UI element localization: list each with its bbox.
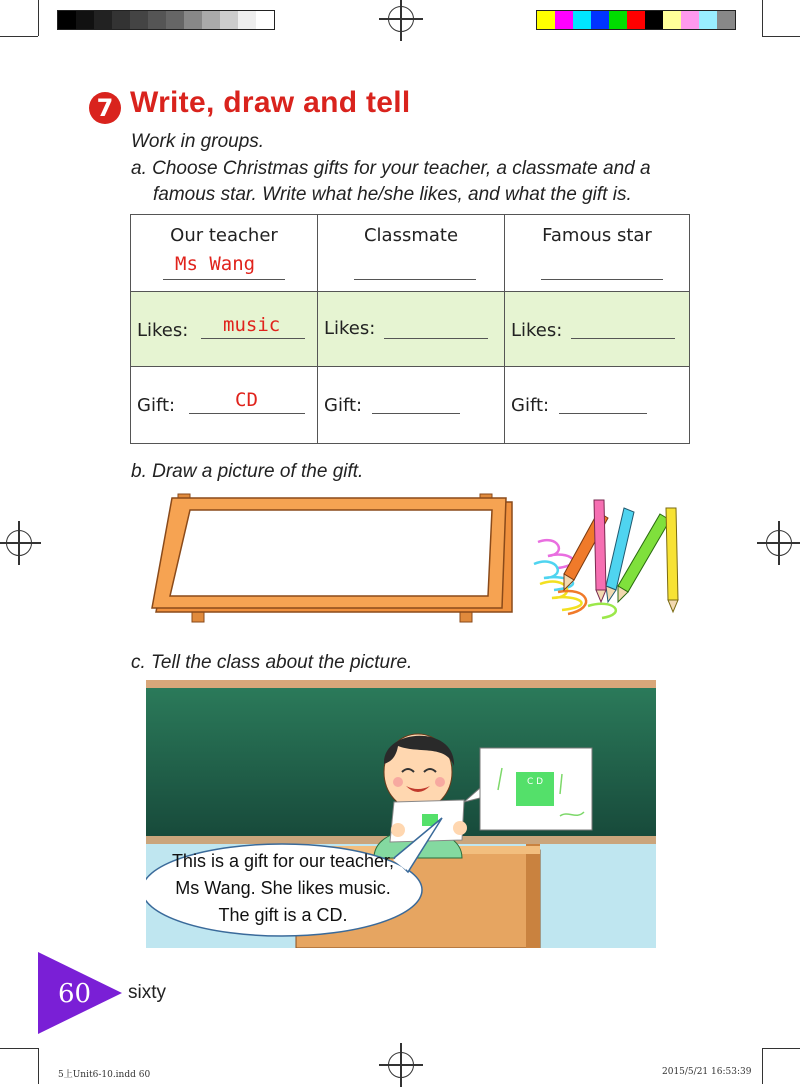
registration-mark-icon [388,1052,414,1078]
header-cell-star [505,215,690,292]
likes-answer: music [223,314,281,336]
bubble-line: The gift is a CD. [218,905,348,925]
gift-answer: CD [235,389,258,411]
part-c-text: c. Tell the class about the picture. [131,652,413,673]
part-a-line2: famous star. Write what he/she likes, and what the gift is. [153,184,632,205]
page-word: sixty [128,982,166,1003]
gift-label: Gift: [137,395,176,416]
crop-mark [38,1048,39,1084]
gift-table [130,214,690,444]
gift-label: Gift: [511,395,550,416]
crop-mark [762,1048,800,1049]
part-a-line1: a. Choose Christmas gifts for your teacher, a classmate and a [131,158,651,179]
grayscale-color-bar [57,10,275,30]
gift-cell-star [505,367,690,444]
posted-drawing [480,748,592,830]
crop-mark [762,1048,763,1084]
gift-cell-teacher [131,367,318,444]
page-number: 60 [58,979,92,1009]
gift-blank[interactable] [372,413,460,414]
registration-mark-icon [388,6,414,32]
column-header: Our teacher [170,225,278,246]
likes-blank [201,338,305,339]
bubble-line: This is a gift for our teacher, [171,851,395,871]
speech-bubble-text [148,848,418,929]
likes-cell-classmate [318,292,505,367]
gift-blank [189,413,305,414]
crop-mark [0,1048,38,1049]
crop-mark [762,0,763,36]
exercise-number-badge: 7 [89,92,121,124]
likes-cell-teacher [131,292,318,367]
likes-cell-star [505,292,690,367]
paper-cd-label: C D [526,777,544,787]
blank-frame-icon[interactable] [150,490,520,630]
crop-mark [0,36,38,37]
bubble-line: Ms Wang. She likes music. [175,878,391,898]
name-blank [163,279,285,280]
name-blank[interactable] [354,279,476,280]
header-cell-teacher [131,215,318,292]
registration-mark-icon [766,530,792,556]
likes-label: Likes: [511,320,563,341]
gift-blank[interactable] [559,413,647,414]
intro-text: Work in groups. [131,131,265,152]
cmyk-color-bar [536,10,736,30]
slug-right: 2015/5/21 16:53:39 [662,1067,752,1077]
teacher-name-answer: Ms Wang [175,253,256,275]
crop-mark [38,0,39,36]
registration-mark-icon [6,530,32,556]
header-cell-classmate [318,215,505,292]
gift-cell-classmate [318,367,505,444]
likes-blank[interactable] [571,338,675,339]
column-header: Famous star [542,225,652,246]
column-header: Classmate [363,225,459,246]
colored-pencils-icon [528,494,688,624]
likes-label: Likes: [137,320,189,341]
exercise-title: Write, draw and tell [130,86,411,119]
part-b-text: b. Draw a picture of the gift. [131,461,364,482]
gift-label: Gift: [324,395,363,416]
likes-blank[interactable] [384,338,488,339]
likes-label: Likes: [324,318,376,339]
slug-left: 5上Unit6-10.indd 60 [58,1070,151,1080]
crop-mark [762,36,800,37]
name-blank[interactable] [541,279,663,280]
